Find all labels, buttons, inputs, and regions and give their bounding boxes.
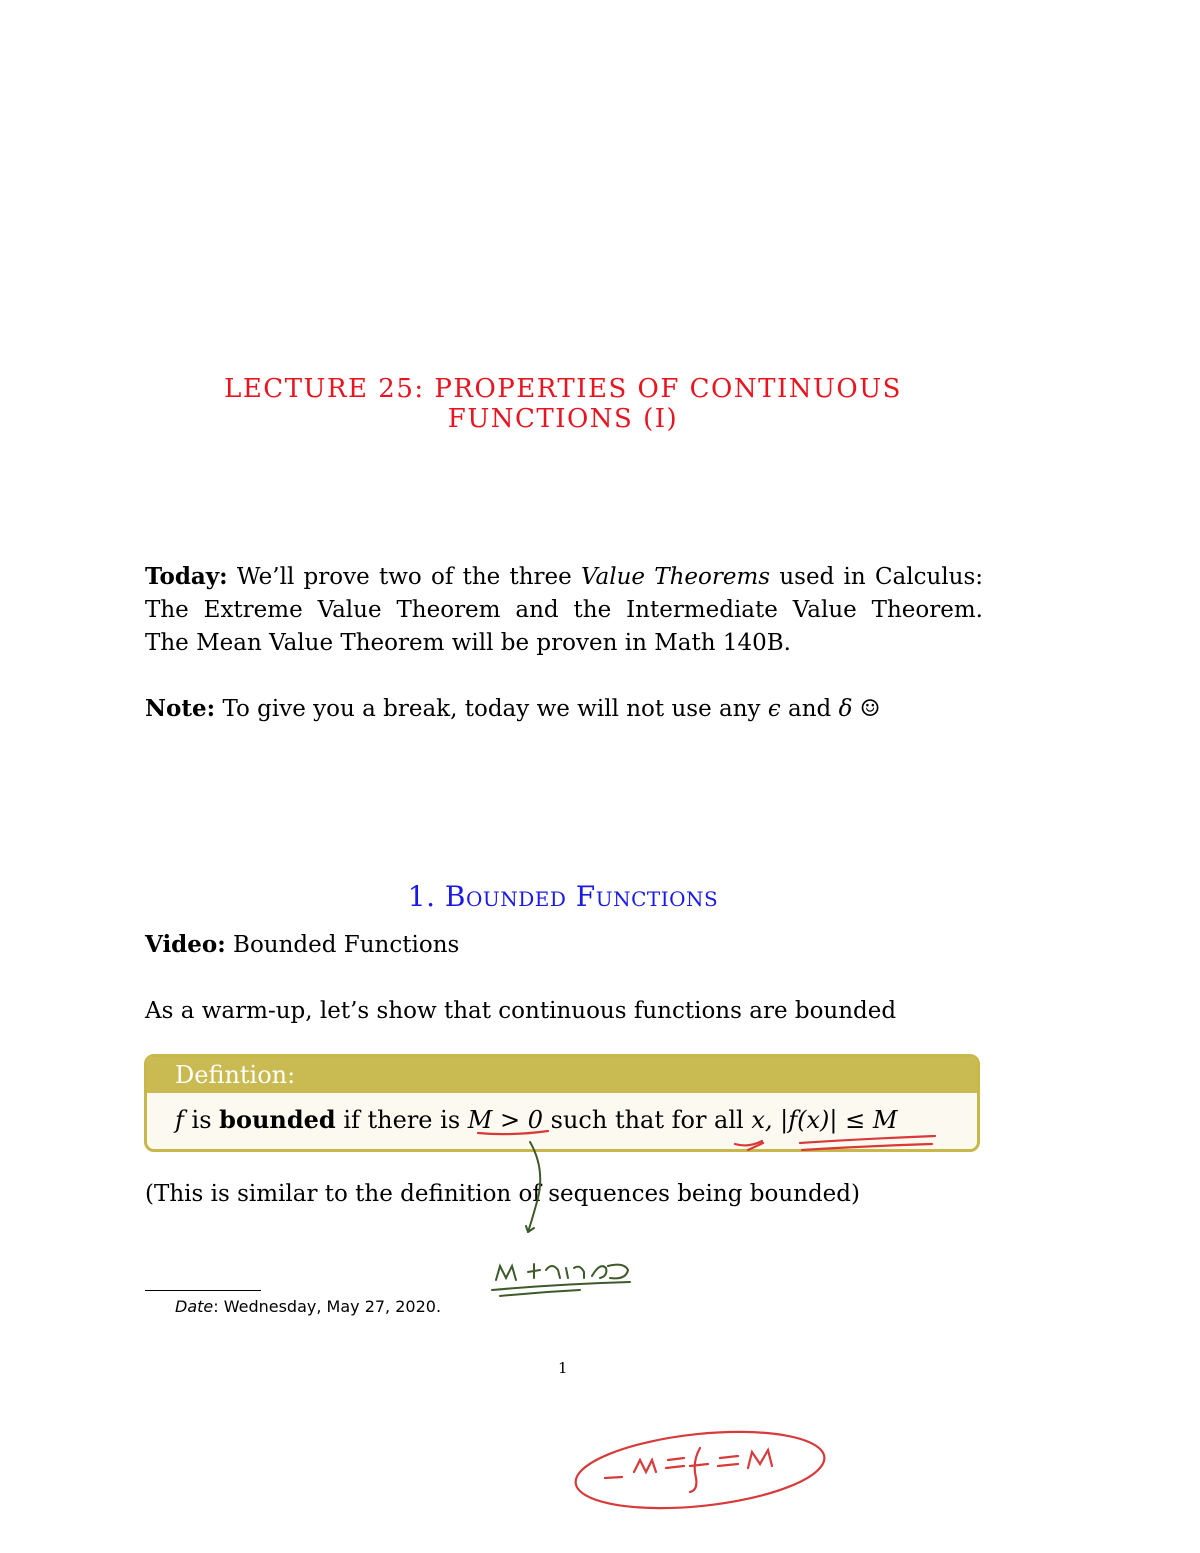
today-paragraph [145, 560, 983, 660]
similar-remark: (This is similar to the definition of sequences being bounded) [145, 1181, 860, 1207]
definition-box [144, 1054, 980, 1152]
ink-arrow-tip [526, 1226, 534, 1232]
today-line-3: The Mean Value Theorem will be proven in Math 140B. [145, 630, 791, 656]
note-paragraph: Note: To give you a break, today we will not use any ϵ and δ ☺ [145, 695, 881, 722]
section-number: 1. [407, 880, 436, 913]
definition-body: f is bounded if there is M > 0 such that for all x, |f(x)| ≤ M [175, 1105, 898, 1134]
bounded-term: bounded [219, 1105, 336, 1134]
footnote-label: Date [175, 1297, 214, 1316]
ink-ellipse [572, 1421, 828, 1519]
section-heading [0, 880, 1126, 913]
page-number: 1 [558, 1359, 568, 1377]
note-label: Note: [145, 695, 216, 722]
definition-heading: Defintion: [147, 1057, 977, 1093]
warmup-text: As a warm-up, let’s show that continuous functions are bounded [145, 998, 897, 1024]
today-label: Today: [145, 563, 228, 590]
smiley-icon: ☺ [859, 696, 881, 722]
footnote: Date: Wednesday, May 27, 2020. [175, 1297, 442, 1316]
today-line-1: Today: We’ll prove two of the three Value Theorems used in Calculus: [145, 563, 984, 590]
today-line-2: The Extreme Value Theorem and the Intermediate Value Theorem. [145, 597, 983, 623]
abs-f-bound: |f(x)| ≤ M [780, 1106, 898, 1134]
footnote-rule [145, 1290, 261, 1291]
video-line [145, 928, 983, 962]
title-line-1: LECTURE 25: PROPERTIES OF CONTINUOUS [224, 374, 902, 404]
value-theorems-emphasis: Value Theorems [581, 564, 771, 590]
video-label: Video: [145, 931, 226, 958]
section-title: Bounded Functions [444, 880, 719, 913]
delta-symbol: δ [838, 696, 853, 722]
video-link-text: Bounded Functions [233, 932, 460, 958]
ink-underline-green [492, 1282, 630, 1296]
ink-handwriting-green [496, 1264, 628, 1280]
title-line-2: FUNCTIONS (I) [447, 404, 679, 434]
epsilon-symbol: ϵ [767, 696, 781, 722]
m-greater-zero: M > 0 [467, 1106, 543, 1134]
ink-handwriting-red [605, 1448, 772, 1492]
